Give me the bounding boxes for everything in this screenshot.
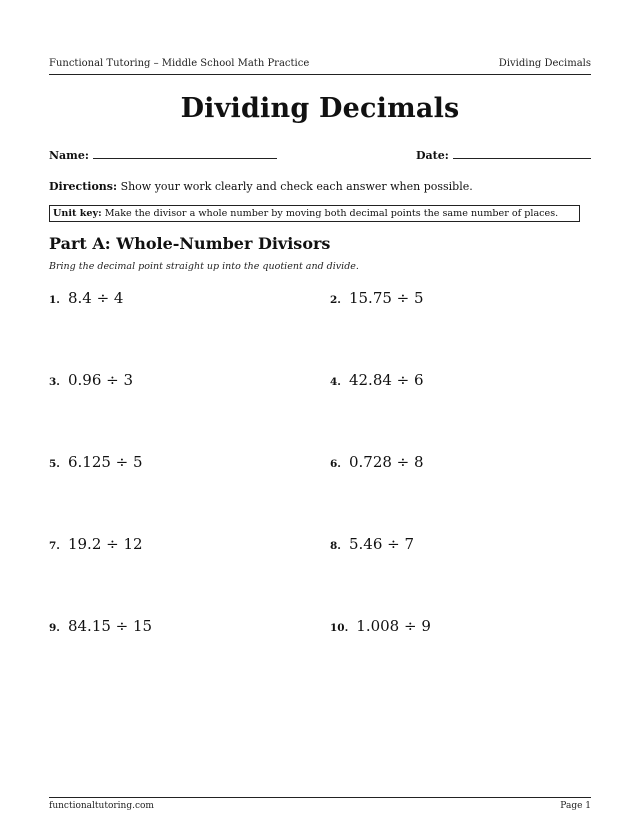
header-right-text: Dividing Decimals — [498, 58, 591, 69]
unit-key-label: Unit key: — [53, 208, 102, 219]
problem-expression: 19.2 ÷ 12 — [67, 535, 143, 553]
problem-number: 9. — [49, 622, 60, 634]
problem-4 — [330, 371, 424, 389]
problem-expression: 5.46 ÷ 7 — [348, 535, 415, 553]
unit-key-box — [49, 205, 580, 222]
name-label: Name: — [49, 149, 89, 162]
page-header — [49, 58, 591, 75]
problem-number: 5. — [49, 458, 60, 470]
problem-number: 4. — [330, 376, 341, 388]
problem-8 — [330, 535, 414, 553]
problem-number: 3. — [49, 376, 60, 388]
page-number: Page 1 — [560, 801, 591, 811]
date-field[interactable] — [416, 148, 591, 162]
directions — [49, 180, 473, 193]
unit-key-text: Make the divisor a whole number by moving both decimal points the same number of places. — [104, 208, 559, 219]
problem-expression: 1.008 ÷ 9 — [356, 617, 431, 635]
name-blank-line[interactable] — [93, 148, 277, 159]
part-a-subtitle: Bring the decimal point straight up into the quotient and divide. — [49, 261, 359, 272]
name-field[interactable] — [49, 148, 277, 162]
problem-expression: 6.125 ÷ 5 — [67, 453, 143, 471]
footer-url[interactable]: functionaltutoring.com — [49, 801, 154, 811]
problem-10 — [330, 617, 431, 635]
problem-expression: 15.75 ÷ 5 — [348, 289, 424, 307]
date-label: Date: — [416, 149, 449, 162]
problem-number: 1. — [49, 294, 60, 306]
page-footer — [49, 797, 591, 814]
problem-number: 7. — [49, 540, 60, 552]
header-left-text: Functional Tutoring – Middle School Math Practice — [49, 58, 310, 69]
problem-3 — [49, 371, 133, 389]
date-blank-line[interactable] — [453, 148, 591, 159]
page-title: Dividing Decimals — [180, 93, 460, 124]
problem-expression: 84.15 ÷ 15 — [67, 617, 153, 635]
problem-5 — [49, 453, 143, 471]
problem-number: 6. — [330, 458, 341, 470]
problem-number: 10. — [330, 622, 349, 634]
problem-7 — [49, 535, 143, 553]
part-a-title: Part A: Whole-Number Divisors — [49, 234, 331, 253]
problem-2 — [330, 289, 424, 307]
problem-1 — [49, 289, 123, 307]
directions-text: Show your work clearly and check each answer when possible. — [120, 180, 473, 193]
problem-number: 8. — [330, 540, 341, 552]
problem-expression: 0.728 ÷ 8 — [348, 453, 424, 471]
problem-9 — [49, 617, 152, 635]
problem-expression: 42.84 ÷ 6 — [348, 371, 424, 389]
problem-number: 2. — [330, 294, 341, 306]
problem-expression: 0.96 ÷ 3 — [67, 371, 134, 389]
problem-6 — [330, 453, 424, 471]
directions-label: Directions: — [49, 180, 118, 193]
problem-expression: 8.4 ÷ 4 — [67, 289, 124, 307]
